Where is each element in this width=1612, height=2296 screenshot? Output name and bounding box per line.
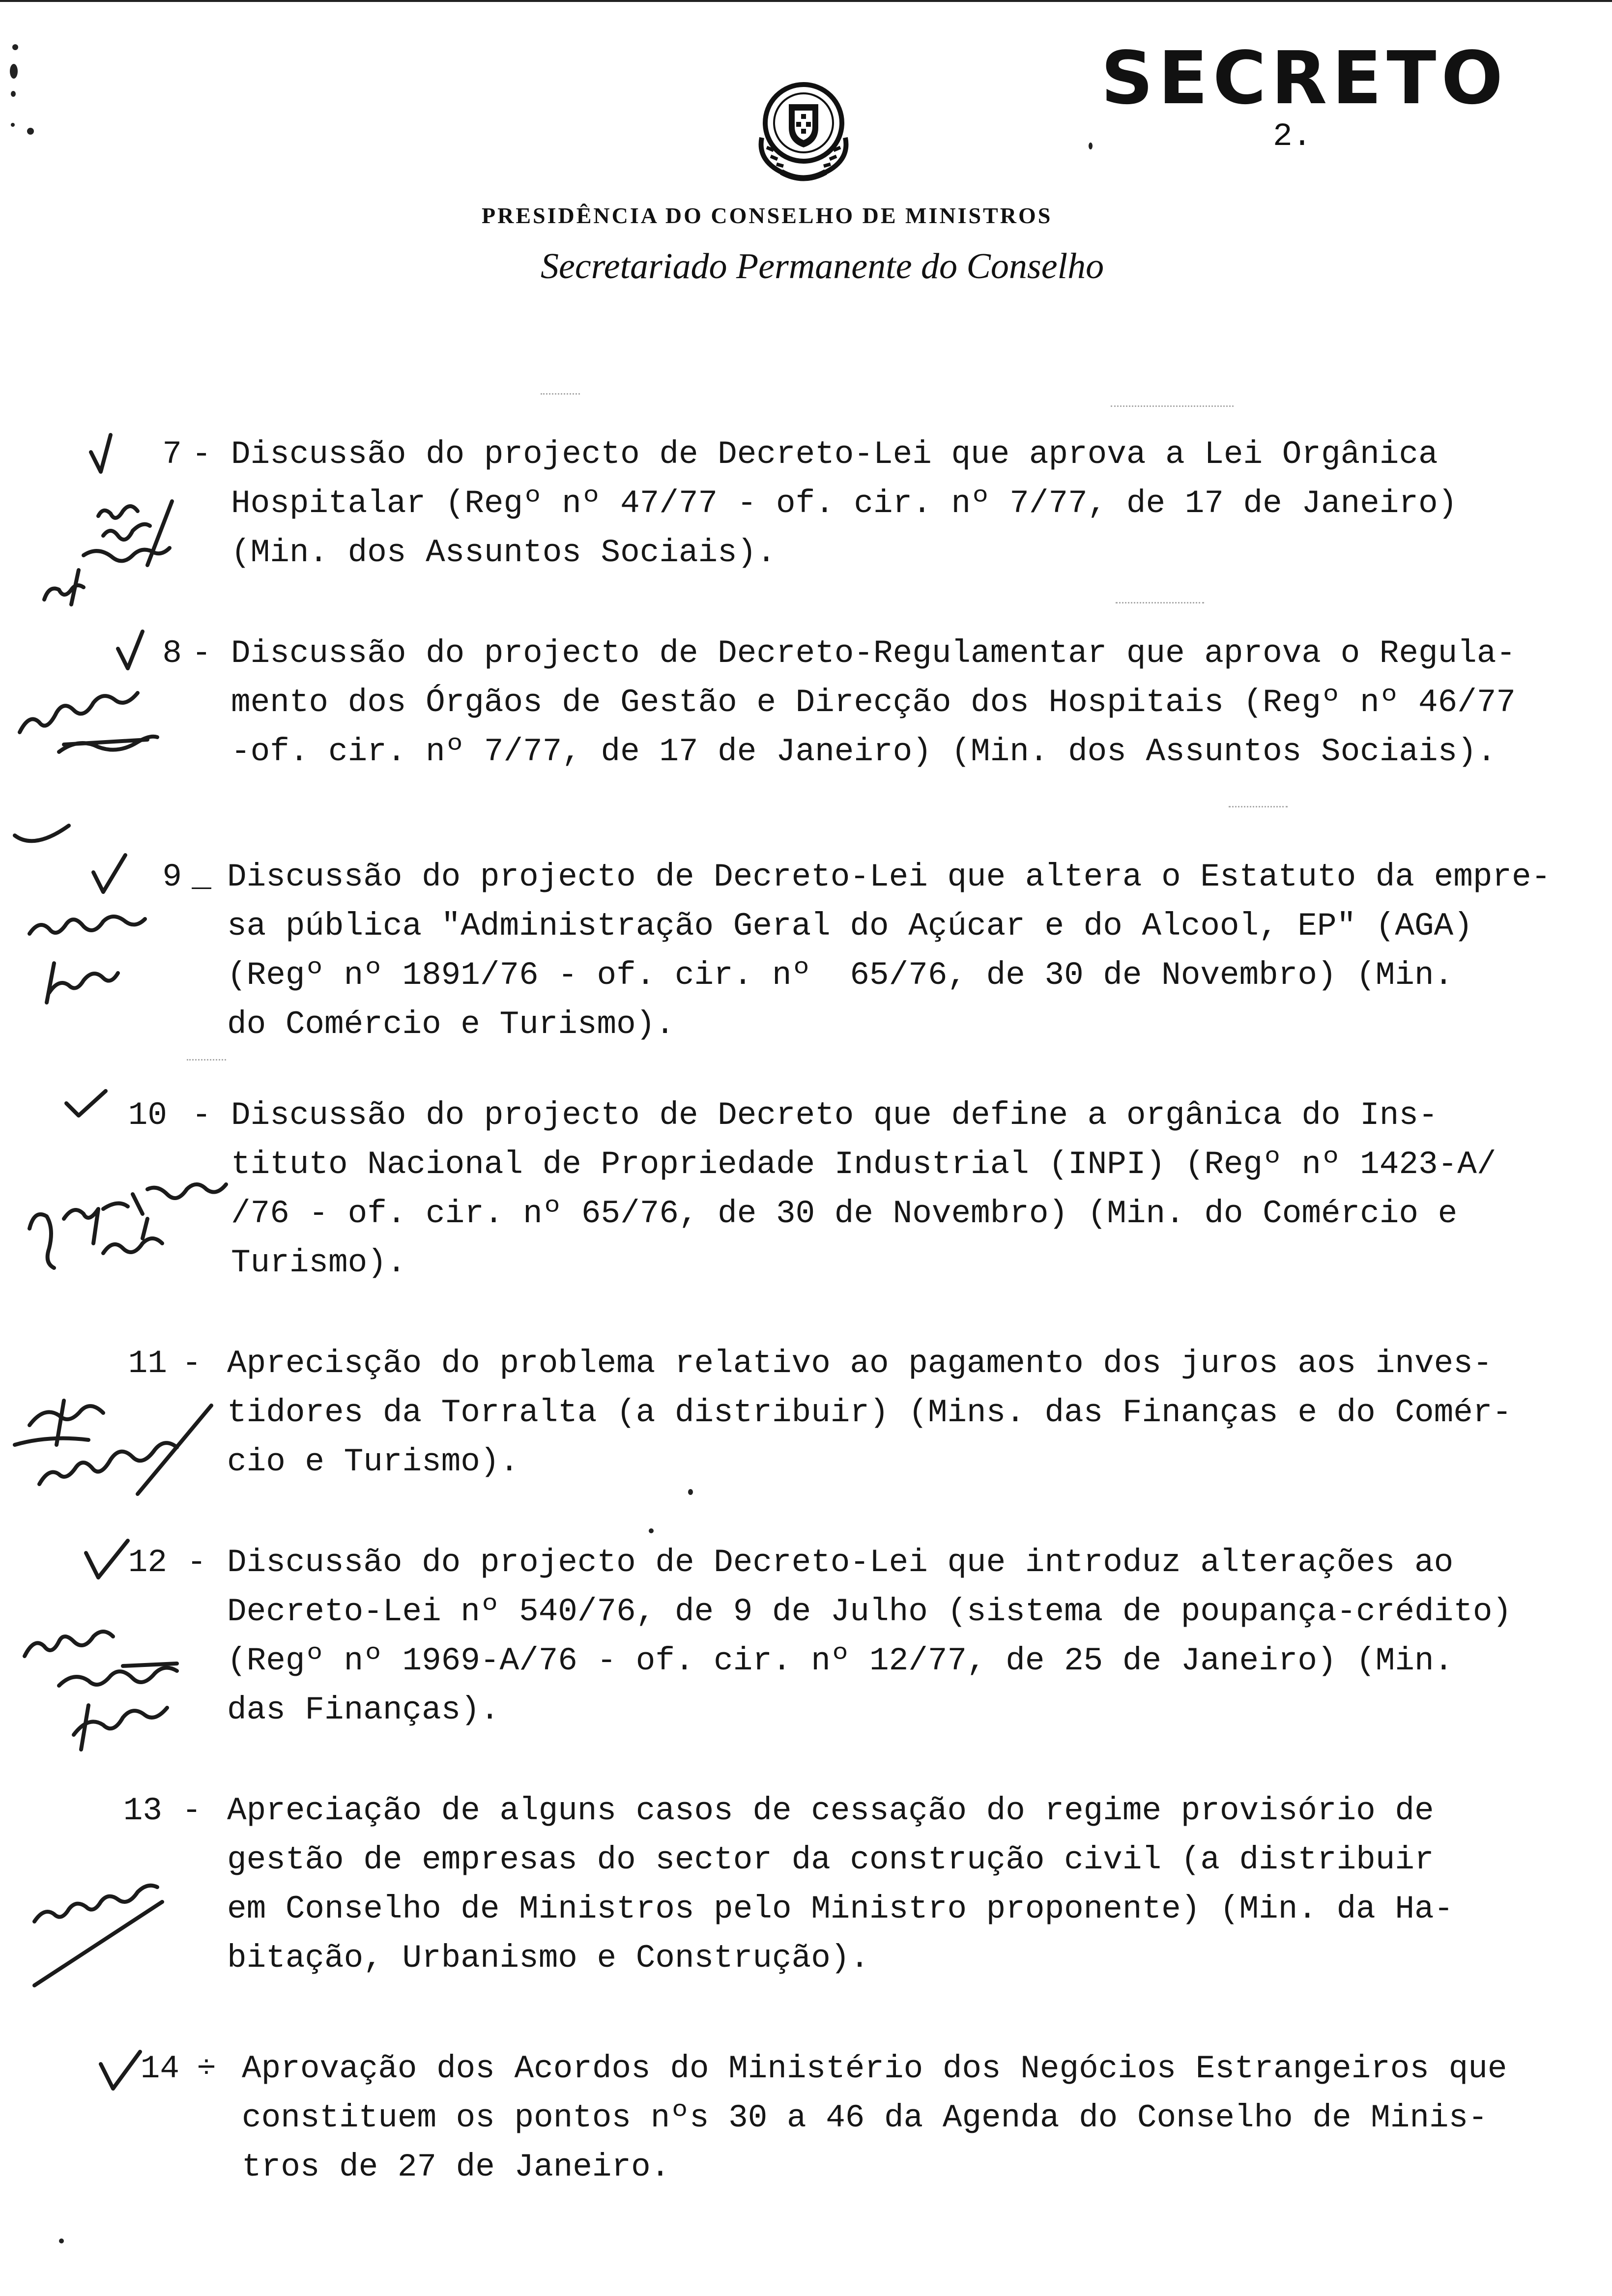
item-text [227,853,1551,1049]
item-line: /76 - of. cir. nº 65/76, de 30 de Novembro) (Min. do Comércio e [231,1195,1458,1232]
item-line: sa pública "Administração Geral do Açúcar e do Alcool, EP" (AGA) [227,908,1473,945]
item-number: 13 [123,1792,162,1829]
item-line: Discussão do projecto de Decreto-Regulamentar que aprova o Regula- [231,635,1516,672]
item-line: tros de 27 de Janeiro. [242,2149,670,2185]
item-dash: - [187,1544,206,1581]
scan-artifact [1116,602,1204,603]
scan-speck [27,128,34,135]
item-dash: - [192,635,211,672]
handwritten-tick-mark [10,816,74,860]
item-dash: - [182,1345,202,1382]
item-line: Discussão do projecto de Decreto que define a orgânica do Ins- [231,1097,1438,1134]
item-line: do Comércio e Turismo). [227,1006,675,1043]
item-number: 7 [162,436,182,473]
item-text [227,1538,1512,1735]
item-line: Discussão do projecto de Decreto-Lei que aprova a Lei Orgânica [231,436,1438,473]
item-dash: - [182,1792,202,1829]
scan-speck [12,44,18,50]
item-line: gestão de empresas do sector da construção civil (a distribuir [227,1841,1434,1878]
item-dash: _ [192,859,211,895]
item-text [227,1786,1453,1983]
item-dash: - [192,436,211,473]
item-text [231,430,1457,577]
checkmark-icon [64,1089,108,1123]
top-border-line [0,0,1612,2]
item-line: (Regº nº 1969-A/76 - of. cir. nº 12/77, de 25 de Janeiro) (Min. [227,1642,1454,1679]
item-line: cio e Turismo). [227,1443,519,1480]
organization-name: PRESIDÊNCIA DO CONSELHO DE MINISTROS [482,203,1053,228]
scan-artifact [541,393,580,395]
scan-speck [688,1489,693,1495]
item-line: em Conselho de Ministros pelo Ministro proponente) (Min. da Ha- [227,1891,1454,1927]
item-line: (Min. dos Assuntos Sociais). [231,534,776,571]
handwritten-note-adiado [25,496,187,619]
scan-speck [59,2239,64,2243]
handwritten-note-adiado [20,899,157,1012]
item-number: 11 [128,1345,167,1382]
item-line: das Finanças). [227,1692,500,1728]
item-number: 9 [162,859,182,895]
item-line: (Regº nº 1891/76 - of. cir. nº 65/76, de 30 de Novembro) (Min. [227,957,1454,994]
item-line: Discussão do projecto de Decreto-Lei que introduz alterações ao [227,1544,1454,1581]
item-line: Turismo). [231,1244,406,1281]
item-line: Hospitalar (Regº nº 47/77 - of. cir. nº 7/77, de 17 de Janeiro) [231,485,1458,522]
handwritten-note-adiado [10,654,167,762]
scan-speck [11,91,16,97]
item-line: tituto Nacional de Propriedade Industrial (INPI) (Regº nº 1423-A/ [231,1146,1497,1183]
item-number: 8 [162,635,182,672]
scan-artifact [187,1059,226,1061]
item-line: tidores da Torralta (a distribuir) (Mins. das Finanças e do Comér- [227,1394,1512,1431]
checkmark-icon [84,1538,133,1582]
scan-artifact [1111,405,1234,407]
checkmark-icon [98,2049,143,2094]
item-line: mento dos Órgãos de Gestão e Direcção dos Hospitais (Regº nº 46/77 [231,684,1516,721]
item-text [242,2044,1507,2192]
item-number: 10 [128,1097,167,1134]
item-line: Aprovação dos Acordos do Ministério dos Negócios Estrangeiros que [242,2050,1507,2087]
item-line: Aprecisção do problema relativo ao pagamento dos juros aos inves- [227,1345,1493,1382]
handwritten-note-adiado [25,1853,172,1995]
checkmark-icon [88,432,123,477]
scan-speck [1089,143,1093,149]
item-line: Discussão do projecto de Decreto-Lei que altera o Estatuto da empre- [227,859,1551,895]
item-line: -of. cir. nº 7/77, de 17 de Janeiro) (Min. dos Assuntos Sociais). [231,733,1497,770]
item-text [231,1091,1496,1288]
handwritten-note-retirado [10,1386,221,1499]
page-number: 2. [1273,118,1312,155]
classification-stamp: SECRETO [1101,36,1508,120]
item-line: Decreto-Lei nº 540/76, de 9 de Julho (sistema de poupança-crédito) [227,1593,1512,1630]
item-number: 12 [128,1544,167,1581]
handwritten-note-aprovado [20,1170,246,1283]
item-text [231,629,1516,776]
item-line: bitação, Urbanismo e Construção). [227,1940,870,1977]
department-name: Secretariado Permanente do Conselho [541,246,1104,287]
item-line: Apreciação de alguns casos de cessação do regime provisório de [227,1792,1434,1829]
checkmark-icon [91,853,130,897]
item-line: constituem os pontos nºs 30 a 46 da Agenda do Conselho de Minis- [242,2099,1488,2136]
item-number: 14 [140,2050,179,2087]
scan-speck [10,64,18,79]
item-dash: ÷ [197,2050,216,2087]
item-dash: - [192,1097,211,1134]
scan-artifact [1229,806,1288,807]
scan-speck [649,1528,654,1533]
scan-speck [11,123,15,127]
handwritten-note-aprovado [15,1617,211,1759]
portuguese-coat-of-arms-icon [747,74,860,187]
item-text [227,1339,1512,1487]
